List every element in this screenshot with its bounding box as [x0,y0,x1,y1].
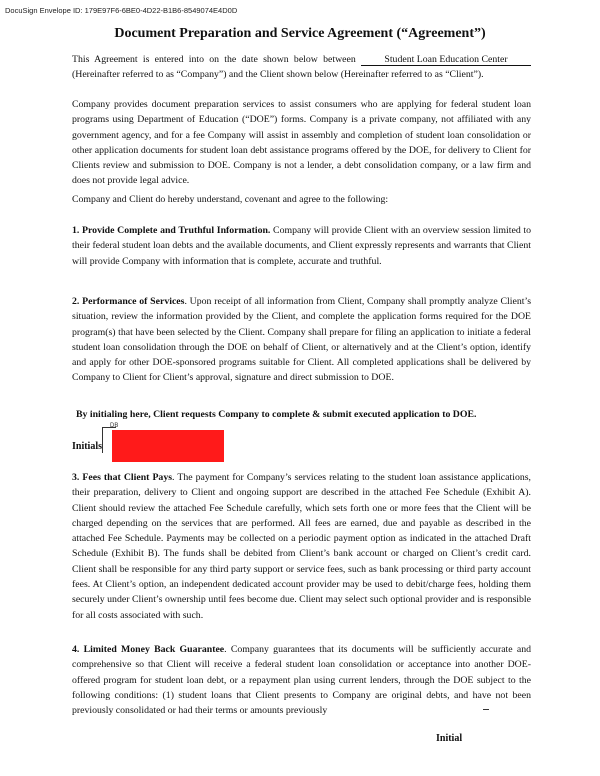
services-paragraph: Company provides document preparation services to assist consumers who are applying for federal student loan programs using Department of Education (“DOE”) forms. Company is a private company, not affiliated with any government agency, and for a fee Company will assist in assembly and completion of student loan consolidation or other application documents for student loan debt assistance programs offered by the DOE, for delivery to Client for Clients review and submission to DOE. Company is not a lender, a debt consolidation company, or a law firm and does not provide legal advice. [72,99,531,187]
initials-label: Initials [72,441,103,452]
intro-text-after: (Hereinafter referred to as “Company”) and the Client shown below (Hereinafter referred to as “Client”). [72,69,484,81]
section-4 [72,642,531,718]
section-3-heading: 3. Fees that Client Pays [72,472,173,483]
section-3-body: . The payment for Company’s services relating to the student loan assistance applications, their preparation, delivery to Client and ongoing support are described in the attached Fee Schedule (Exhibit A). Client should review the attached Fee Schedule carefully, which sets forth one or more fees that the Client will be charged depending on the services that are performed. All fees are earned, due and payable as described in the attached Fee Schedule. Payments may be collected on a periodic payment option as indicated in the attached Draft Schedule (Exhibit B). The funds shall be debited from Client’s bank account or charged on Client’s credit card. Client shall be responsible for any third party support or service fees, such as bank processing or third party account fees. At Client’s option, an independent dedicated account provider may be used to debit/charge fees, holding them securely under Client’s ownership until fees become due. Client may select such optional provider and is responsible for all costs associated with such. [72,472,531,621]
section-1-body: Company will provide Client with an overview session limited to their federal student loan debts and the available documents, and Client expressly represents and warrants that Client will provide Company with information that is complete, accurate and truthful. [72,225,531,267]
section-2-body: . Upon receipt of all information from Client, Company shall promptly analyze Client’s situation, review the information provided by the Client, and complete the application forms required for the DOE program(s) that have been selected by the Client. Company shall prepare for filing an application to initiate a federal student loan consolidation through the DOE on behalf of Client, or alternatively and at the Client’s option, identify and apply for other DOE-sponsored programs suitable for Client. All completed applications shall be delivered by Company to Client for Client’s approval, signature and direct submission to DOE. [72,296,532,384]
intro-text-before: This Agreement is entered into on the date shown below between [72,54,361,65]
intro-paragraph [72,52,531,83]
page-title: Document Preparation and Service Agreement (“Agreement”) [114,26,486,41]
section-2 [72,294,531,386]
section-3 [72,470,531,623]
section-4-body: . Company guarantees that its documents will be sufficiently accurate and comprehensive so that Client will receive a federal student loan consolidation or acceptance into another DOE-offered program for student loan debt, or a repayment plan using current lenders, through the DOE subject to the following conditions: (1) student loans that Client presents to Company are original debts, and have not been previously consolidated or had their terms or amounts previously [72,644,531,717]
section-4-heading: 4. Limited Money Back Guarantee [72,644,225,655]
initial-request-text: By initialing here, Client requests Company to complete & submit executed application to DOE. [76,409,477,420]
signature-tick-mark [483,709,489,710]
section-1-heading: 1. Provide Complete and Truthful Information. [72,225,271,236]
initial-marker-bracket [102,427,103,453]
section-2-heading: 2. Performance of Services [72,296,185,307]
initial-marker-label: DB [110,423,119,429]
docusign-envelope-id: DocuSign Envelope ID: 179E97F6-6BE0-4D22-B1B6-8549074E4D0D [5,6,238,15]
initials-redaction-box[interactable] [112,430,224,462]
agree-paragraph: Company and Client do hereby understand, covenant and agree to the following: [72,194,389,205]
footer-initial-label[interactable]: Initial [436,733,463,744]
section-1 [72,223,531,269]
company-name-field: Student Loan Education Center [361,55,531,66]
